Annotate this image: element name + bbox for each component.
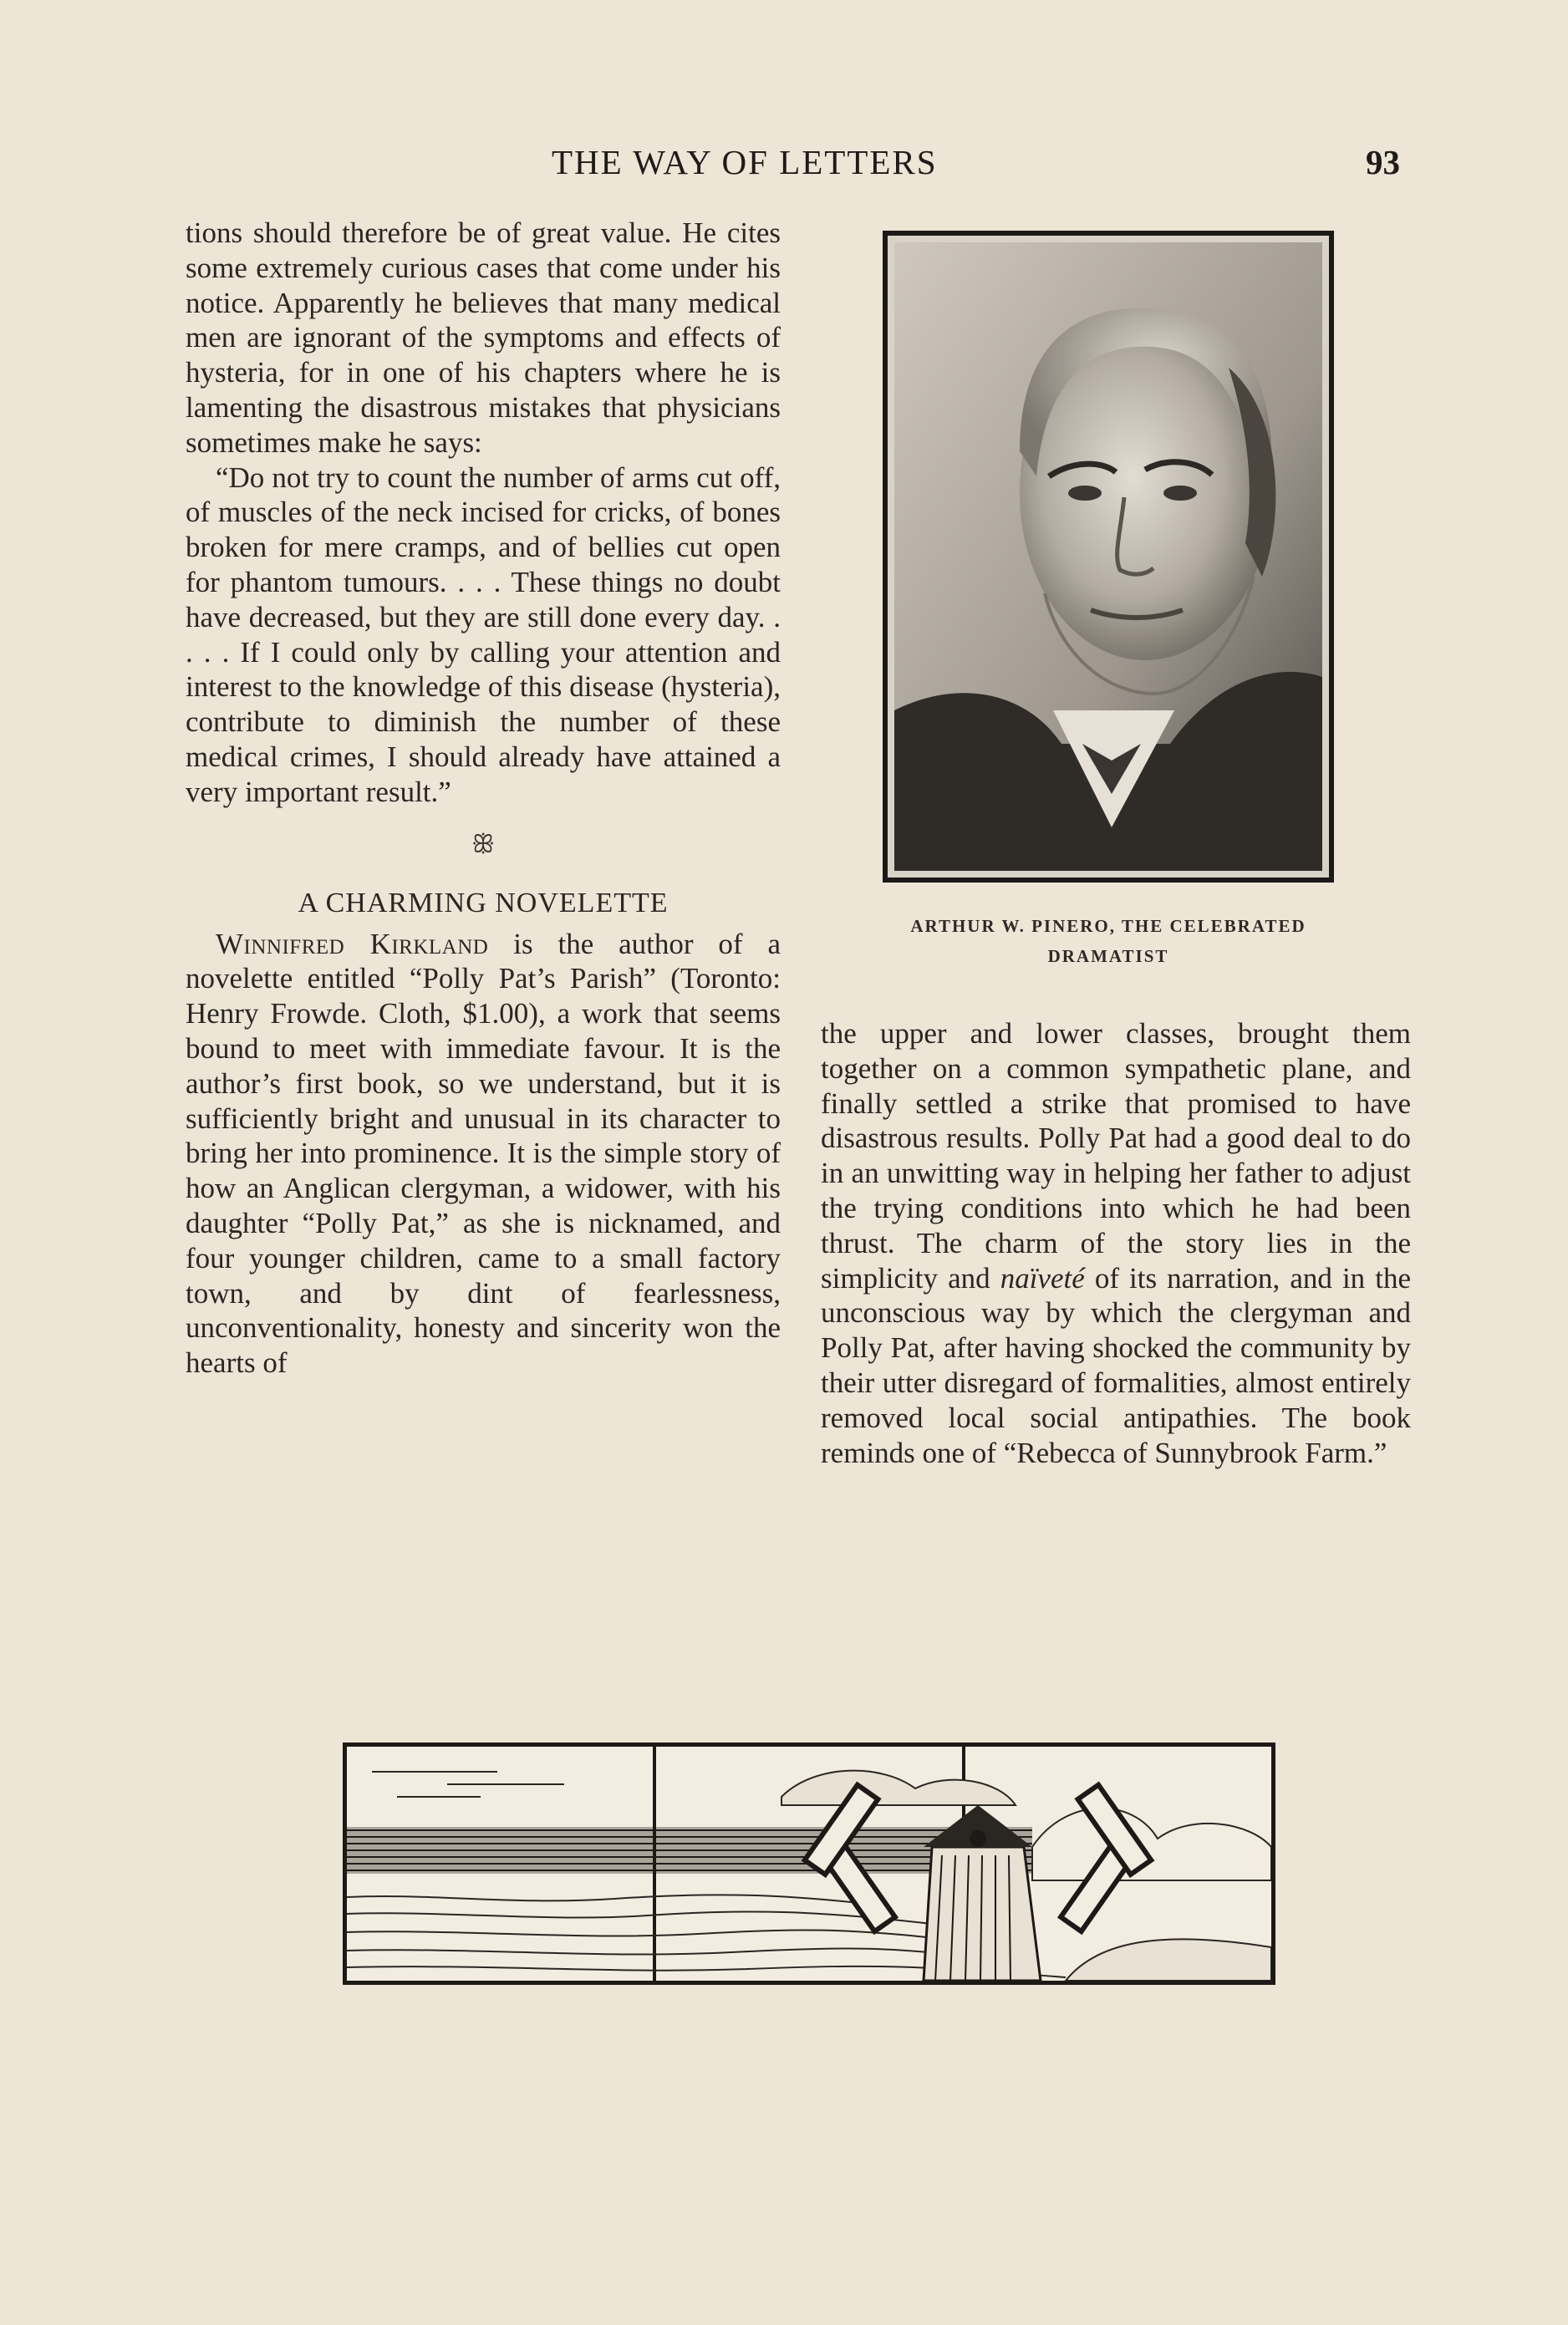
novelette-intro-paragraph: [186, 927, 781, 1381]
section-heading: A CHARMING NOVELETTE: [298, 887, 669, 918]
windmill-illustration: [347, 1747, 1271, 1981]
windmill-vignette: [343, 1742, 1275, 1985]
page-number: 93: [1366, 143, 1400, 181]
ornament-divider: ꕥ: [471, 830, 495, 858]
portrait-photo: [883, 231, 1334, 883]
novelette-intro-text: is the author of a novelette entitled “Polly Pat’s Parish” (Toronto: Henry Frowde. Cloth, $1.00), a work that seems bound to meet with immediate favour. It is the author’s first book, so we understand, but it is sufficiently bright and unusual in its character to bring her into prominence. It is the simple story of how an Anglican clergyman, a widower, with his daughter “Polly Pat,” as she is nicknamed, and four younger children, came to a small factory town, and by dint of fearlessness, unconventionality, honesty and sincerity won the hearts of: [186, 927, 781, 1380]
author-name: Winnifred Kirkland: [216, 927, 489, 960]
novelette-continuation-paragraph: [821, 1016, 1411, 1470]
running-head: [0, 142, 1568, 184]
quotation-paragraph: “Do not try to count the number of arms cut off, of muscles of the neck incised for cricks, of bones broken for mere cramps, and of bellies cut open for phantom tumours. . . . These things no doubt have decreased, but they are still done every day. . . . . If I could only by calling your attention and interest to the knowledge of this disease (hysteria), contribute to diminish the number of these medical crimes, I should already have attained a very important result.”: [186, 460, 781, 808]
italic-word: naïveté: [1000, 1261, 1085, 1295]
portrait-image: [894, 242, 1322, 871]
running-title: THE WAY OF LETTERS: [552, 143, 938, 181]
continuation-text-2: of its narration, and in the unconscious way by which the clergyman and Polly Pat, after having shocked the community by their utter disregard of formalities, almost entirely removed local social antipathies. The book reminds one of “Rebecca of Sunnybrook Farm.”: [821, 1261, 1411, 1469]
continuation-text-1: the upper and lower classes, brought them together on a common sympathetic plane, and finally settled a strike that promised to have disastrous results. Polly Pat had a good deal to do in an unwitting way in helping her father to adjust the trying conditions into which he had been thrust. The charm of the story lies in the simplicity and: [821, 1017, 1411, 1295]
right-column: [821, 1016, 1411, 1470]
portrait-caption: ARTHUR W. PINERO, THE CELEBRATED DRAMATIST: [910, 916, 1306, 966]
left-column: [186, 216, 781, 1381]
paragraph-hysteria: tions should therefore be of great value. He cites some extremely curious cases that come under his notice. Apparently he believes that many medical men are ignorant of the symptoms and effects of hysteria, for in one of his chapters where he is lamenting the disastrous mistakes that physicians sometimes make he says:: [186, 216, 781, 459]
